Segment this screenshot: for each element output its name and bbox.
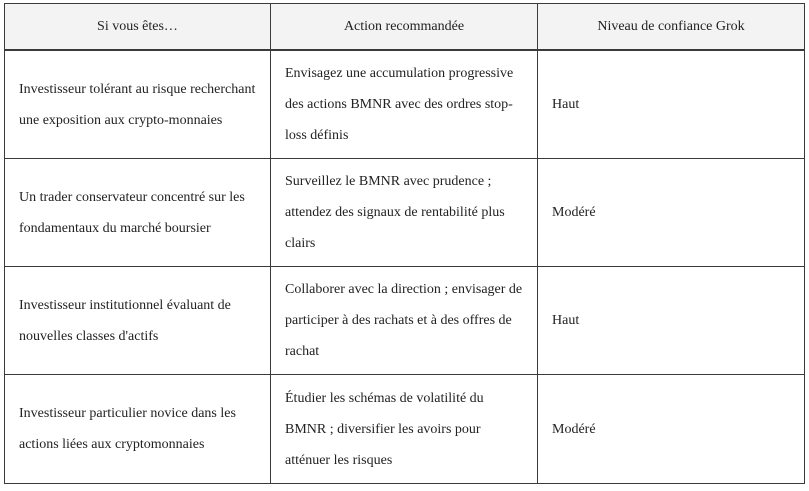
header-confidence: Niveau de confiance Grok bbox=[538, 4, 805, 51]
cell-action: Étudier les schémas de volatilité du BMNR ; diversifier les avoirs pour atténuer les risques bbox=[271, 375, 538, 484]
cell-profile: Investisseur tolérant au risque recherchant une exposition aux crypto-monnaies bbox=[5, 50, 271, 159]
cell-profile: Investisseur institutionnel évaluant de nouvelles classes d'actifs bbox=[5, 267, 271, 375]
table-row bbox=[5, 375, 805, 484]
table-row bbox=[5, 267, 805, 375]
cell-action: Collaborer avec la direction ; envisager de participer à des rachats et à des offres de rachat bbox=[271, 267, 538, 375]
cell-action: Surveillez le BMNR avec prudence ; attendez des signaux de rentabilité plus clairs bbox=[271, 159, 538, 267]
header-row bbox=[5, 4, 805, 51]
cell-confidence: Modéré bbox=[538, 375, 805, 484]
cell-confidence: Modéré bbox=[538, 159, 805, 267]
header-action: Action recommandée bbox=[271, 4, 538, 51]
recommendation-table bbox=[4, 3, 805, 484]
recommendation-table-container bbox=[4, 3, 804, 484]
table-row bbox=[5, 159, 805, 267]
cell-profile: Investisseur particulier novice dans les actions liées aux cryptomonnaies bbox=[5, 375, 271, 484]
cell-profile: Un trader conservateur concentré sur les fondamentaux du marché boursier bbox=[5, 159, 271, 267]
cell-action: Envisagez une accumulation progressive des actions BMNR avec des ordres stop-loss définis bbox=[271, 50, 538, 159]
table-row bbox=[5, 50, 805, 159]
cell-confidence: Haut bbox=[538, 50, 805, 159]
table-header bbox=[5, 4, 805, 51]
table-body bbox=[5, 50, 805, 484]
cell-confidence: Haut bbox=[538, 267, 805, 375]
header-profile: Si vous êtes… bbox=[5, 4, 271, 51]
